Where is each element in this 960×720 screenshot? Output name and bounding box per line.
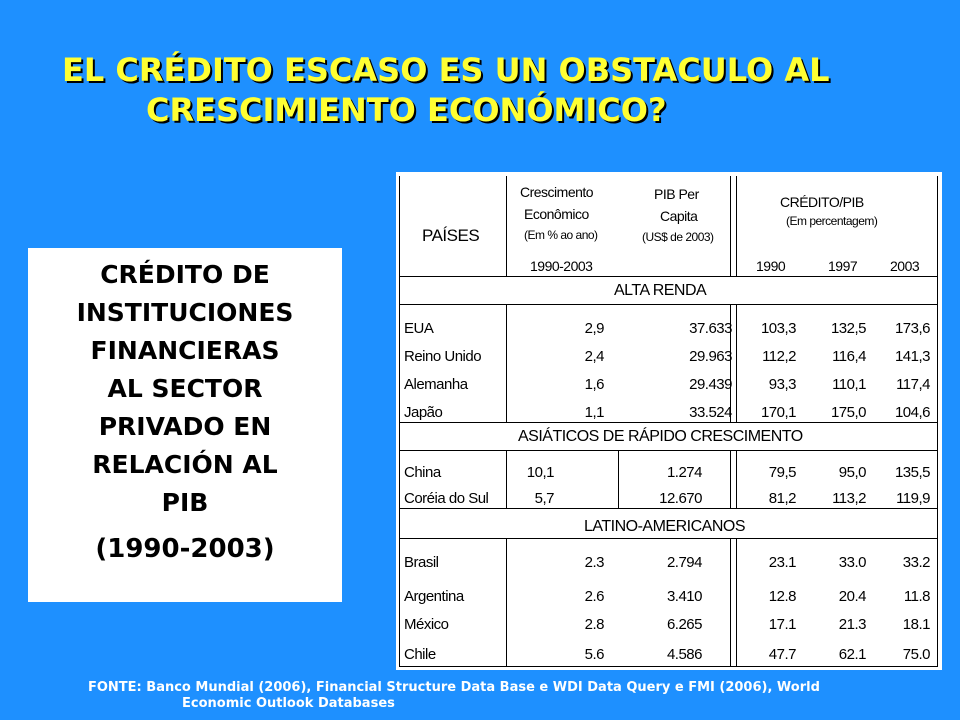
credit-1997-cell: 110,1 (832, 376, 866, 393)
credit-1990-cell: 81,2 (768, 490, 796, 507)
country-cell: Reino Unido (404, 348, 482, 365)
col-divider (736, 304, 737, 422)
side-line: INSTITUCIONES (76, 298, 294, 327)
side-line: FINANCIERAS (90, 336, 280, 365)
header-credito: CRÉDITO/PIB (780, 194, 864, 210)
pib-cell: 33.524 (689, 404, 732, 421)
row-divider (399, 422, 938, 423)
col-divider (730, 176, 731, 276)
footer-line-1: FONTE: Banco Mundial (2006), Financial Structure Data Base e WDI Data Query e FMI (2006), World (88, 680, 820, 695)
growth-cell: 1,1 (584, 404, 604, 421)
credit-1990-cell: 79,5 (768, 464, 796, 481)
header-1997: 1997 (828, 258, 858, 274)
row-divider (399, 450, 938, 451)
header-1990: 1990 (756, 258, 786, 274)
col-divider (736, 176, 737, 276)
credit-1990-cell: 12.8 (768, 588, 796, 605)
pib-cell: 2.794 (666, 554, 702, 571)
growth-cell: 1,6 (584, 376, 604, 393)
credit-2003-cell: 11.8 (903, 588, 930, 605)
title-line-2: CRESCIMIENTO ECONÓMICO? (146, 91, 667, 129)
country-cell: Japão (404, 404, 443, 421)
footer-line-2: Economic Outlook Databases (182, 696, 395, 711)
col-divider (730, 450, 731, 508)
credit-1997-cell: 113,2 (832, 490, 866, 507)
pib-cell: 1.274 (666, 464, 702, 481)
side-line: RELACIÓN AL (92, 450, 278, 479)
pib-cell: 37.633 (689, 320, 732, 337)
growth-cell: 2.3 (584, 554, 604, 571)
credit-2003-cell: 75.0 (902, 646, 930, 663)
section-title: LATINO-AMERICANOS (584, 518, 745, 535)
credit-2003-cell: 33.2 (902, 554, 930, 571)
col-divider (506, 538, 507, 666)
credit-1997-cell: 132,5 (830, 320, 866, 337)
country-cell: Coréia do Sul (404, 490, 489, 507)
col-divider (730, 538, 731, 666)
row-divider (399, 508, 938, 509)
section-title: ALTA RENDA (614, 282, 707, 299)
row-divider (399, 276, 938, 277)
growth-cell: 2,9 (584, 320, 604, 337)
pib-cell: 12.670 (659, 490, 702, 507)
growth-cell: 2.6 (584, 588, 604, 605)
table-border-left (399, 176, 400, 666)
row-divider (399, 304, 938, 305)
header-pib-unit: (US$ de 2003) (642, 230, 714, 244)
country-cell: Brasil (404, 554, 439, 571)
col-divider (618, 450, 619, 508)
country-cell: México (404, 616, 449, 633)
credit-1990-cell: 47.7 (768, 646, 796, 663)
credit-1990-cell: 112,2 (762, 348, 796, 365)
country-cell: EUA (404, 320, 434, 337)
pib-cell: 4.586 (666, 646, 702, 663)
credit-2003-cell: 141,3 (894, 348, 930, 365)
row-divider (399, 666, 938, 667)
pib-cell: 6.265 (666, 616, 702, 633)
side-line: AL SECTOR (107, 374, 263, 403)
credit-1997-cell: 21.3 (838, 616, 866, 633)
credit-2003-cell: 18.1 (902, 616, 930, 633)
credit-2003-cell: 117,4 (896, 376, 930, 393)
header-pib: Capita (660, 208, 698, 224)
header-paises: PAÍSES (422, 226, 480, 245)
pib-cell: 29.963 (689, 348, 732, 365)
country-cell: China (404, 464, 441, 481)
growth-cell: 2.8 (584, 616, 604, 633)
title-line-1: EL CRÉDITO ESCASO ES UN OBSTACULO AL (62, 51, 830, 89)
credit-2003-cell: 135,5 (894, 464, 930, 481)
credit-1997-cell: 175,0 (830, 404, 866, 421)
credit-table (396, 172, 942, 670)
side-line: PIB (161, 488, 209, 517)
growth-cell: 5,7 (534, 490, 554, 507)
header-credito-unit: (Em percentagem) (786, 214, 878, 228)
country-cell: Argentina (404, 588, 464, 605)
credit-1997-cell: 62.1 (838, 646, 866, 663)
country-cell: Alemanha (404, 376, 468, 393)
credit-1990-cell: 170,1 (760, 404, 796, 421)
credit-1990-cell: 93,3 (768, 376, 796, 393)
header-crescimento: Crescimento (520, 184, 594, 200)
col-divider (506, 304, 507, 422)
col-divider (506, 176, 507, 276)
section-title: ASIÁTICOS DE RÁPIDO CRESCIMENTO (518, 428, 803, 445)
credit-1990-cell: 23.1 (768, 554, 796, 571)
country-cell: Chile (404, 646, 436, 663)
growth-cell: 2,4 (584, 348, 604, 365)
header-crescimento: Econômico (524, 206, 589, 222)
table-border-right (937, 176, 938, 666)
credit-1997-cell: 20.4 (838, 588, 866, 605)
side-line: PRIVADO EN (98, 412, 272, 441)
side-line: CRÉDITO DE (100, 260, 270, 289)
growth-cell: 10,1 (526, 464, 554, 481)
col-divider (506, 450, 507, 508)
credit-1997-cell: 33.0 (838, 554, 866, 571)
pib-cell: 3.410 (666, 588, 702, 605)
credit-2003-cell: 119,9 (896, 490, 930, 507)
header-2003: 2003 (890, 258, 920, 274)
pib-cell: 29.439 (689, 376, 732, 393)
credit-2003-cell: 104,6 (894, 404, 930, 421)
credit-1990-cell: 17.1 (768, 616, 796, 633)
row-divider (399, 538, 938, 539)
credit-1997-cell: 116,4 (832, 348, 866, 365)
col-divider (736, 450, 737, 508)
header-crescimento-unit: (Em % ao ano) (524, 228, 598, 242)
side-years: (1990-2003) (95, 534, 275, 564)
header-period: 1990-2003 (530, 258, 593, 274)
credit-2003-cell: 173,6 (894, 320, 930, 337)
header-pib: PIB Per (654, 186, 699, 202)
growth-cell: 5.6 (584, 646, 604, 663)
side-description-box (28, 248, 342, 602)
credit-1997-cell: 95,0 (838, 464, 866, 481)
credit-1990-cell: 103,3 (760, 320, 796, 337)
col-divider (736, 538, 737, 666)
